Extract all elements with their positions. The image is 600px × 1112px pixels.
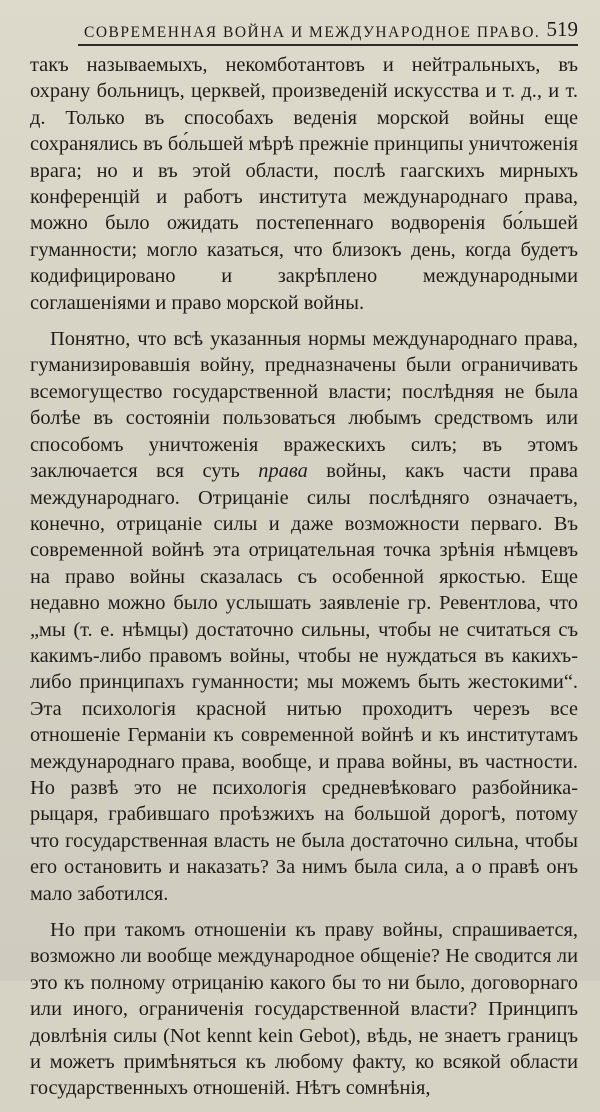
emphasized-word: права — [258, 460, 308, 483]
paragraph — [30, 326, 578, 907]
header-rule — [78, 44, 578, 46]
paragraph — [30, 917, 578, 1102]
paragraph-continued — [30, 52, 578, 316]
paragraph-text: войны, какъ части права международнаго. Отрицаніе силы послѣдняго означаетъ, конечно, отрицаніе силы и даже возможности перваго. Въ современной войнѣ эта отрицательная точка зрѣнія нѣмцевъ на право войны сказалась съ особенной яркостью. Еще недавно можно было услышать заявленіе гр. Ревентлова, что „мы (т. е. нѣмцы) достаточно сильны, чтобы не считаться съ какимъ-либо правомъ войны, чтобы не нуждаться въ какихъ-либо принципахъ гуманности; мы можемъ быть жестокими“. Эта психологія красной нитью проходитъ черезъ все отношеніе Германіи къ современной войнѣ и къ институтамъ международнаго права, вообще, и права войны, въ частности. Но развѣ это не психологія средневѣковаго разбойника-рыцаря, грабившаго проѣзжихъ на большой дорогѣ, потому что государственная власть не была достаточно сильна, чтобы его остановить и наказать? За нимъ была сила, а о правѣ онъ мало заботился. — [30, 460, 578, 905]
page-header — [84, 10, 578, 42]
page-body — [30, 52, 578, 1112]
paragraph-text: такъ называемыхъ, некомботантовъ и нейтральныхъ, въ охрану больницъ, церквей, произведеній искусства и т. д., и т. д. Только въ способахъ веденія морской войны еще сохранялись въ бо́льшей мѣрѣ прежніе принципы уничтоженія врага; но и въ этой области, послѣ гаагскихъ мирныхъ конференцій и работъ института международнаго права, можно было ожидать постепеннаго водворенія бо́льшей гуманности; могло казаться, что близокъ день, когда будетъ кодифицировано и закрѣплено международными соглашеніями и право морской войны. — [30, 54, 578, 314]
paragraph-text: Понятно, что всѣ указанныя нормы международнаго права, гуманизировавшія войну, предназначены были ограничивать всемогущество государственной власти; послѣдняя не была болѣе въ состояніи пользоваться любымъ средствомъ или способомъ уничтоженія вражескихъ силъ; въ этомъ заключается вся суть — [30, 328, 578, 483]
paragraph-text: Но при такомъ отношеніи къ праву войны, спрашивается, возможно ли вообще международное общеніе? Не сводится ли это къ полному отрицанію какого бы то ни было, договорнаго или иного, ограниченія государственной власти? Принципъ довлѣнія силы (Not kennt kein Gebot), вѣдь, не знаетъ границъ и можетъ примѣняться къ любому факту, ко всякой области государственныхъ отношеній. Нѣтъ сомнѣнія, — [30, 919, 578, 1100]
running-title: СОВРЕМЕННАЯ ВОЙНА И МЕЖДУНАРОДНОЕ ПРАВО. — [84, 24, 541, 41]
page-number: 519 — [546, 17, 578, 41]
